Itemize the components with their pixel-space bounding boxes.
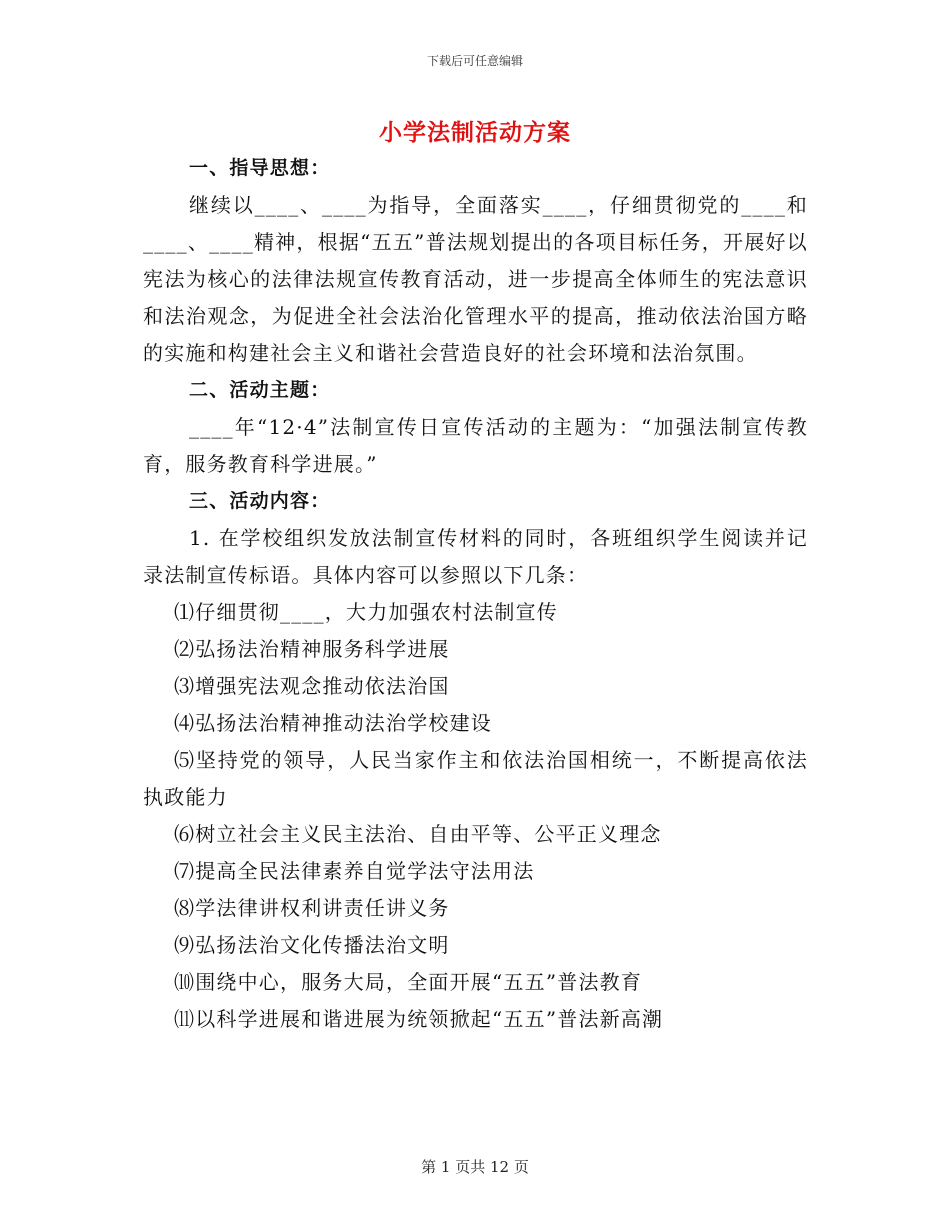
list-item: ⑺提高全民法律素养自觉学法守法用法 [174, 859, 535, 883]
section-heading-activity-theme: 二、活动主题： [189, 379, 331, 401]
document-body [143, 150, 808, 1038]
list-item: ⑾以科学进展和谐进展为统领掀起“五五”普法新高潮 [174, 1007, 664, 1031]
list-item: ⑻学法律讲权利讲责任讲义务 [174, 896, 450, 920]
list-item: ⑼弘扬法治文化传播法治文明 [174, 933, 450, 957]
document-title: 小学法制活动方案 [379, 119, 571, 146]
section-intro-activity-content: 1. 在学校组织发放法制宣传材料的同时，各班组织学生阅读并记录法制宣传标语。具体内容可以参照以下几条： [143, 526, 808, 587]
section-body-activity-theme: ____年“12·4”法制宣传日宣传活动的主题为：“加强法制宣传教育，服务教育科学进展。” [143, 415, 808, 476]
list-item: ⑶增强宪法观念推动依法治国 [174, 674, 450, 698]
header-note: 下载后可任意编辑 [426, 54, 523, 68]
list-item: ⑴仔细贯彻____，大力加强农村法制宣传 [174, 600, 558, 624]
section-heading-guiding-thought: 一、指导思想： [189, 157, 331, 179]
list-item: ⑸坚持党的领导，人民当家作主和依法治国相统一，不断提高依法执政能力 [143, 748, 808, 809]
page-footer: 第 1 页共 12 页 [421, 1158, 529, 1176]
list-item: ⑷弘扬法治精神推动法治学校建设 [174, 711, 492, 735]
list-item: ⑹树立社会主义民主法治、自由平等、公平正义理念 [174, 822, 662, 846]
list-item: ⑵弘扬法治精神服务科学进展 [174, 637, 450, 661]
section-body-guiding-thought: 继续以____、____为指导，全面落实____，仔细贯彻党的____和____、____精神，根据“五五”普法规划提出的各项目标任务，开展好以宪法为核心的法律法规宣传教育活动，进一步提高全体师生的宪法意识和法治观念，为促进全社会法治化管理水平的提高，推动依法治国方略的实施和构建社会主义和谐社会营造良好的社会环境和法治氛围。 [143, 193, 808, 365]
list-item: ⑽围绕中心，服务大局，全面开展“五五”普法教育 [174, 970, 643, 994]
section-heading-activity-content: 三、活动内容： [189, 490, 331, 512]
